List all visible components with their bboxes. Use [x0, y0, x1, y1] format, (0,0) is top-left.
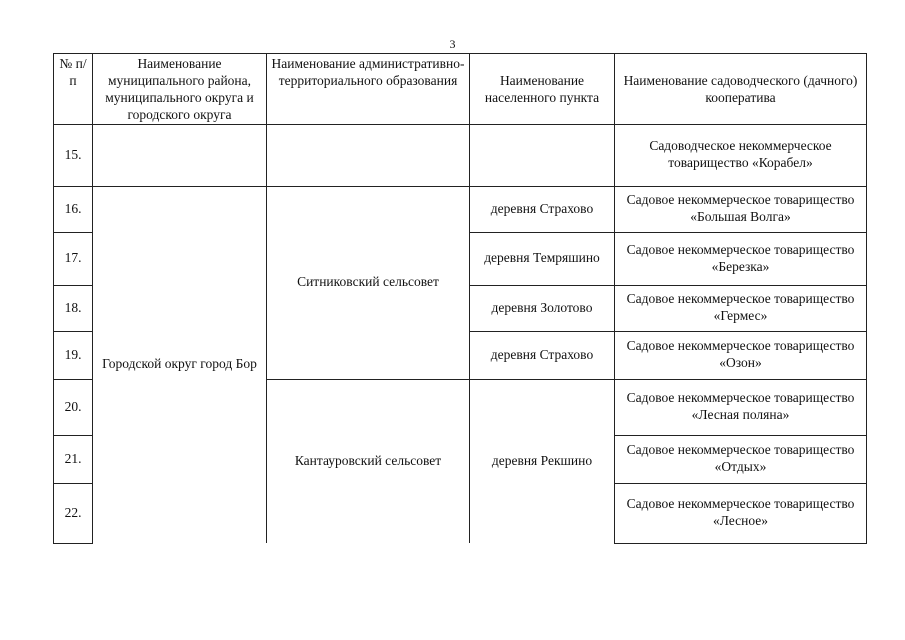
settlement-cell: деревня Страхово [470, 331, 615, 379]
district-cell [93, 124, 267, 186]
cooperative-cell: Садоводческое некоммерческое товарищество «Корабел» [615, 124, 867, 186]
row-num: 19. [54, 331, 93, 379]
cooperative-cell: Садовое некоммерческое товарищество «Отдых» [615, 435, 867, 483]
admin-cell: Ситниковский сельсовет [267, 186, 470, 379]
settlement-cell: деревня Страхово [470, 186, 615, 232]
cooperative-cell: Садовое некоммерческое товарищество «Березка» [615, 232, 867, 285]
header-num: № п/п [54, 54, 93, 125]
table-row [54, 124, 867, 186]
cooperative-cell: Садовое некоммерческое товарищество «Большая Волга» [615, 186, 867, 232]
admin-cell: Кантауровский сельсовет [267, 379, 470, 543]
table-header-row [54, 54, 867, 125]
district-cell: Городской округ город Бор [93, 186, 267, 543]
settlement-cell [470, 124, 615, 186]
header-cooperative: Наименование садоводческого (дачного) кооператива [615, 54, 867, 125]
page-number: 3 [449, 37, 456, 51]
table-row [54, 186, 867, 232]
header-district: Наименование муниципального района, муниципального округа и городского округа [93, 54, 267, 125]
settlement-cell: деревня Золотово [470, 285, 615, 331]
settlement-cell: деревня Рекшино [470, 379, 615, 543]
row-num: 16. [54, 186, 93, 232]
cooperative-cell: Садовое некоммерческое товарищество «Лесное» [615, 483, 867, 543]
row-num: 21. [54, 435, 93, 483]
header-settlement: Наименование населенного пункта [470, 54, 615, 125]
header-admin: Наименование административно-территориального образования [267, 54, 470, 125]
settlement-cell: деревня Темряшино [470, 232, 615, 285]
cooperative-cell: Садовое некоммерческое товарищество «Озон» [615, 331, 867, 379]
admin-cell [267, 124, 470, 186]
cooperative-cell: Садовое некоммерческое товарищество «Гермес» [615, 285, 867, 331]
row-num: 17. [54, 232, 93, 285]
row-num: 15. [54, 124, 93, 186]
row-num: 22. [54, 483, 93, 543]
cooperative-cell: Садовое некоммерческое товарищество «Лесная поляна» [615, 379, 867, 435]
row-num: 20. [54, 379, 93, 435]
cooperatives-table [53, 53, 867, 544]
row-num: 18. [54, 285, 93, 331]
